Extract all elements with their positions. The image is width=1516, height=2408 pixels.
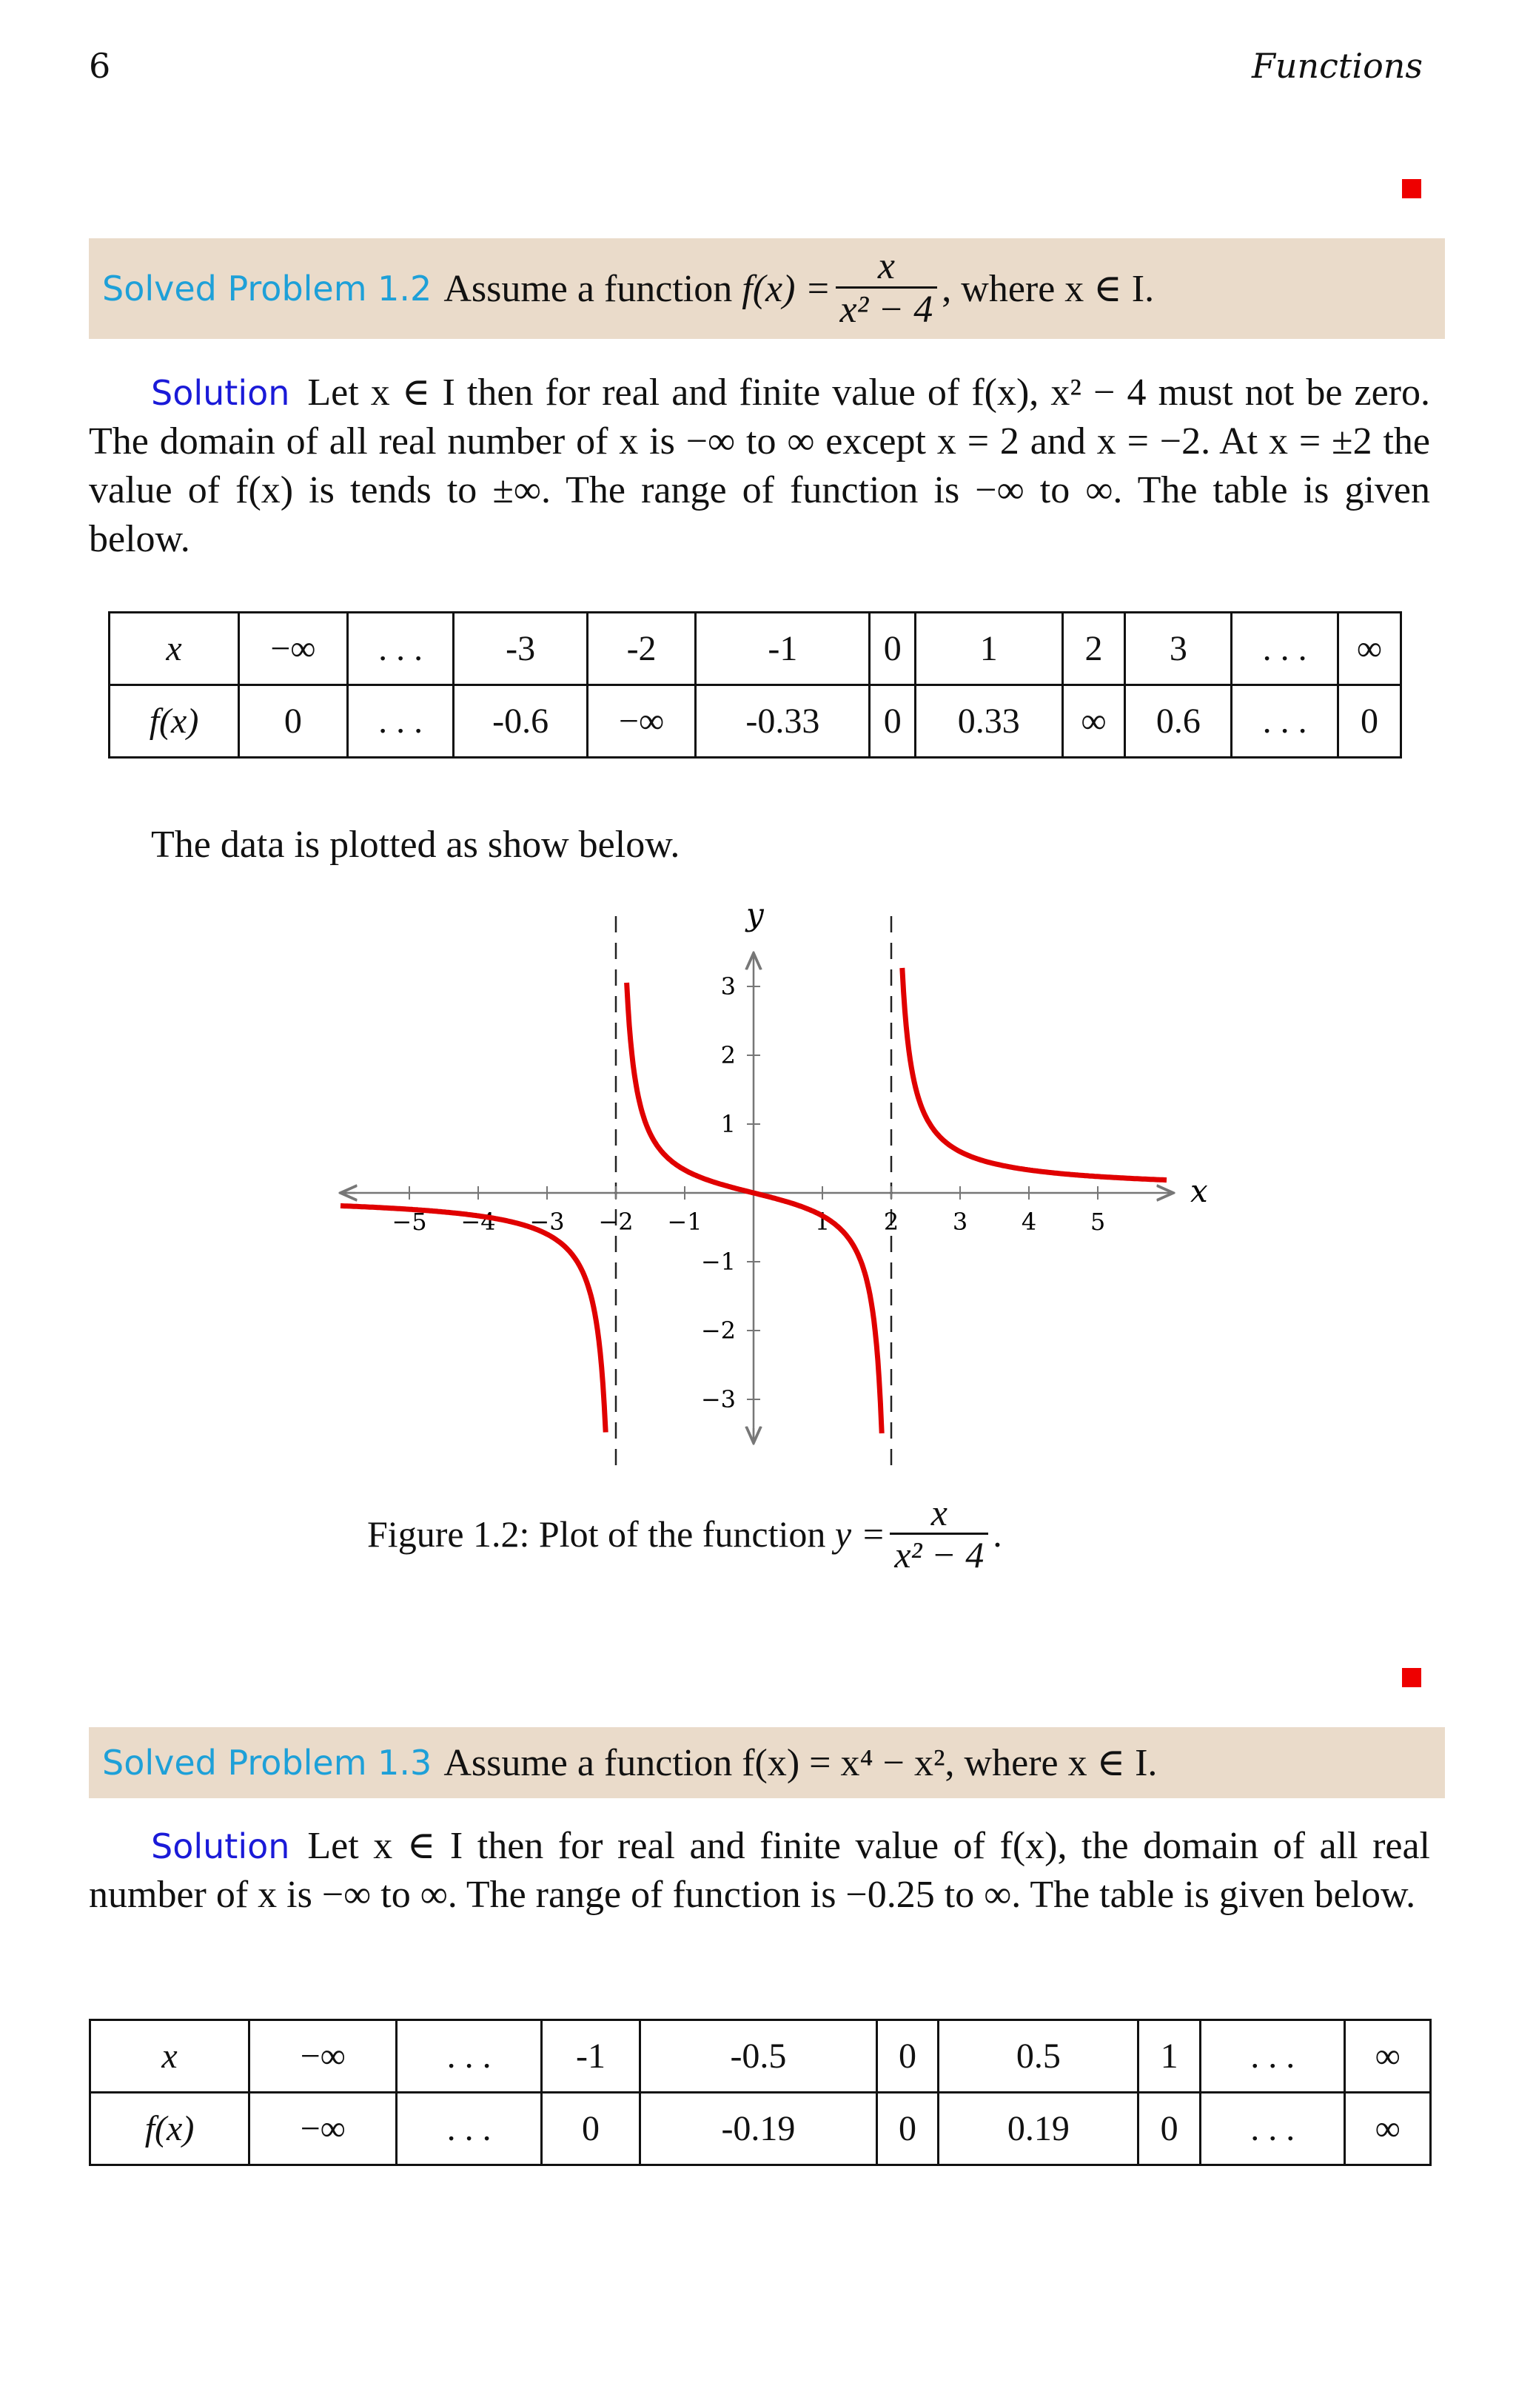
caption-suffix: .: [993, 1513, 1002, 1556]
table-row-label: f(x): [90, 2093, 249, 2165]
table-cell: 1: [1138, 2020, 1201, 2093]
curve-left-branch: [341, 1205, 606, 1432]
table-cell: ∞: [1062, 685, 1125, 758]
table-cell: 0: [870, 613, 916, 685]
page-number: 6: [89, 46, 111, 86]
table-cell: 0.6: [1125, 685, 1232, 758]
x-tick-label: 4: [1021, 1208, 1037, 1236]
curve-right-branch: [902, 968, 1167, 1180]
problem-1-2-lhs: f(x) =: [742, 267, 831, 310]
table-cell: . . .: [1201, 2020, 1345, 2093]
y-tick-label: 3: [720, 972, 736, 1000]
table-cell: 0: [876, 2020, 939, 2093]
plot-intro: The data is plotted as show below.: [151, 824, 680, 866]
table-row-label: x: [110, 613, 239, 685]
solution-label: Solution: [151, 1826, 290, 1866]
table-cell: -0.19: [640, 2093, 876, 2165]
table-cell: . . .: [397, 2020, 541, 2093]
fraction-denominator: x² − 4: [890, 1533, 988, 1575]
x-tick-label: 2: [883, 1208, 899, 1236]
problem-1-3-statement: Assume a function f(x) = x⁴ − x², where x ∈ I.: [443, 1742, 1158, 1784]
values-table-1-2: [108, 611, 1402, 759]
table-cell: 1: [916, 613, 1063, 685]
table-cell: -0.6: [454, 685, 587, 758]
y-tick-label: −1: [700, 1248, 736, 1276]
table-cell: . . .: [347, 685, 454, 758]
table-cell: -0.33: [696, 685, 870, 758]
table-cell: -1: [696, 613, 870, 685]
table-cell: . . .: [397, 2093, 541, 2165]
fraction-numerator: x: [877, 244, 895, 287]
figure-caption: [367, 1493, 1002, 1575]
x-tick-label: −1: [667, 1208, 702, 1236]
y-tick-label: −3: [700, 1385, 736, 1413]
x-tick-label: −2: [598, 1208, 634, 1236]
x-tick-label: 5: [1090, 1208, 1106, 1236]
x-tick-label: −5: [392, 1208, 427, 1236]
problem-1-3-solution: [89, 1822, 1430, 1920]
caption-lhs: y =: [834, 1513, 886, 1556]
table-cell: −∞: [239, 613, 348, 685]
y-tick-label: 2: [720, 1041, 736, 1069]
problem-1-2-title: Solved Problem 1.2: [102, 269, 432, 309]
table-cell: -1: [541, 2020, 640, 2093]
y-axis-label: y: [746, 896, 764, 932]
table-cell: −∞: [249, 2020, 397, 2093]
function-plot: [326, 895, 1244, 1487]
fraction-numerator: x: [930, 1492, 948, 1533]
values-table-1-3: [89, 2019, 1432, 2166]
problem-1-2-solution: [89, 369, 1430, 564]
table-cell: -3: [454, 613, 587, 685]
table-cell: . . .: [347, 613, 454, 685]
fraction-denominator: x² − 4: [836, 286, 938, 331]
y-tick-label: −2: [700, 1316, 736, 1345]
table-cell: ∞: [1338, 613, 1401, 685]
solution-text: Let x ∈ I then for real and finite value of f(x), x² − 4 must not be zero. The domain of all real number of x is −∞ to ∞ except x = 2 and x = −2. At x = ±2 the value of f(x) is tends to ±∞. The range of function is −∞ to ∞. The table is given below.: [89, 371, 1430, 560]
problem-1-2-suffix: , where x ∈ I.: [942, 268, 1155, 310]
table-row-label: x: [90, 2020, 249, 2093]
table-cell: 0: [1138, 2093, 1201, 2165]
table-cell: -2: [587, 613, 696, 685]
table-cell: 0: [239, 685, 348, 758]
x-tick-label: 1: [814, 1208, 831, 1236]
problem-1-3-box: [89, 1727, 1445, 1798]
table-cell: 0: [1338, 685, 1401, 758]
table-cell: 3: [1125, 613, 1232, 685]
running-title: Functions: [1251, 46, 1423, 86]
y-tick-label: 1: [720, 1110, 736, 1138]
x-tick-label: −4: [460, 1208, 496, 1236]
table-cell: 2: [1062, 613, 1125, 685]
problem-1-2-fraction: [836, 246, 938, 332]
table-cell: 0.5: [939, 2020, 1138, 2093]
table-cell: 0: [876, 2093, 939, 2165]
problem-1-2-prefix: Assume a function: [443, 267, 733, 310]
table-cell: 0.19: [939, 2093, 1138, 2165]
table-cell: 0: [541, 2093, 640, 2165]
table-row-x: [110, 613, 1401, 685]
solution-label: Solution: [151, 373, 290, 413]
caption-prefix: Figure 1.2: Plot of the function: [367, 1513, 826, 1556]
table-cell: −∞: [587, 685, 696, 758]
end-of-proof-marker: [1402, 179, 1421, 198]
table-cell: . . .: [1201, 2093, 1345, 2165]
caption-fraction: [890, 1493, 988, 1575]
solution-text: Let x ∈ I then for real and finite value of f(x), the domain of all real number of x is −∞ to ∞. The range of function is −0.25 to ∞. The table is given below.: [89, 1825, 1430, 1916]
table-cell: ∞: [1345, 2093, 1431, 2165]
table-cell: . . .: [1232, 685, 1338, 758]
table-row-x: [90, 2020, 1431, 2093]
table-cell: . . .: [1232, 613, 1338, 685]
table-cell: −∞: [249, 2093, 397, 2165]
table-cell: -0.5: [640, 2020, 876, 2093]
table-row-fx: [110, 685, 1401, 758]
problem-1-2-box: [89, 238, 1445, 339]
x-axis-label: x: [1190, 1173, 1208, 1209]
table-row-fx: [90, 2093, 1431, 2165]
table-cell: 0.33: [916, 685, 1063, 758]
table-cell: ∞: [1345, 2020, 1431, 2093]
table-row-label: f(x): [110, 685, 239, 758]
end-of-proof-marker: [1402, 1668, 1421, 1687]
x-tick-label: −3: [529, 1208, 565, 1236]
table-cell: 0: [870, 685, 916, 758]
x-tick-label: 3: [952, 1208, 968, 1236]
problem-1-3-title: Solved Problem 1.3: [102, 1743, 432, 1783]
